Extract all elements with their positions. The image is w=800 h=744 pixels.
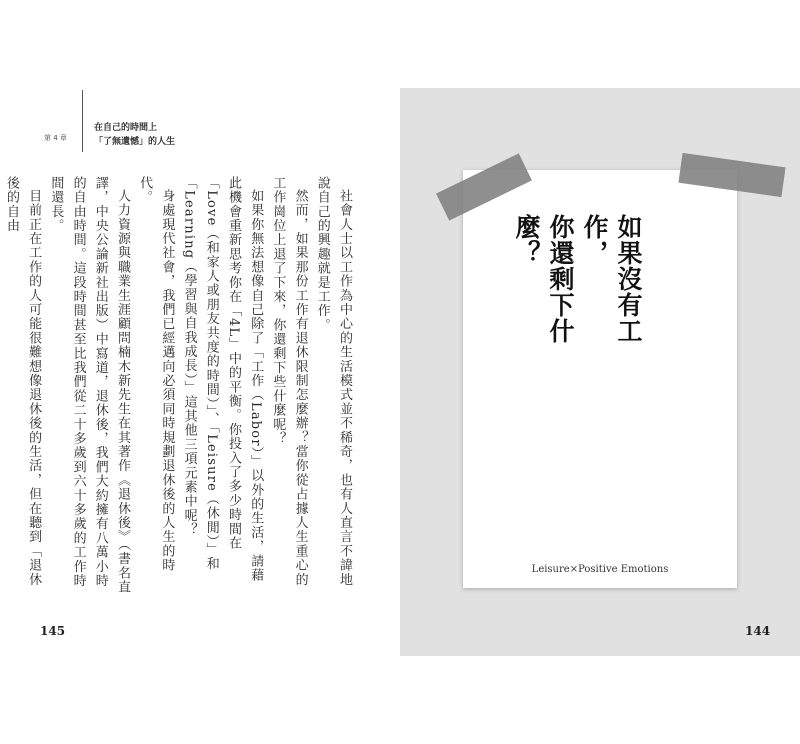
page-number-right: 144	[745, 624, 771, 638]
page-number-left: 145	[40, 624, 66, 638]
body-text	[3, 176, 355, 596]
paragraph: 人力資源與職業生涯顧問楠木新先生在其著作《退休後》（書名直譯，中央公論新社出版）中寫道，退休後，我們大約擁有八萬小時的自由時間。這段時間甚至比我們從二十多歲到六十多歲的工作時間還長。	[48, 176, 130, 595]
running-header-line1: 在自己的時間上	[94, 123, 158, 133]
paragraph: 社會人士以工作為中心的生活模式並不稀奇，也有人直言不諱地說自己的興趣就是工作。	[314, 176, 352, 587]
paragraph: 然而，如果那份工作有退休限制怎麼辦？當你從占據人生重心的工作崗位上退了下來，你還剩下些什麼呢？	[270, 176, 308, 587]
card-title	[512, 214, 645, 394]
chapter-label: 第 4 章	[44, 134, 67, 142]
header-divider	[82, 90, 83, 152]
card-title-line2: 你還剩下什麼？	[512, 214, 575, 344]
card-title-line1: 如果沒有工作，	[580, 214, 643, 344]
card-subtitle: Leisure×Positive Emotions	[531, 564, 669, 575]
paragraph: 目前正在工作的人可能很難想像退休後的生活，但在聽到「退休後的自由	[3, 176, 42, 587]
paragraph: 如果你無法想像自己除了「工作（Labor）」以外的生活，請藉此機會重新思考你在「4L」中的平衡。你投入了多少時間在「Love（和家人或朋友共度的時間）」、「Leisure（休閒）」和「Learning（學習與自我成長）」這其他三項元素中呢？	[181, 176, 264, 583]
paragraph: 身處現代社會，我們已經邁向必須同時規劃退休後的人生的時代。	[137, 176, 175, 573]
running-header-line2: 「了無遺憾」的人生	[94, 137, 176, 147]
